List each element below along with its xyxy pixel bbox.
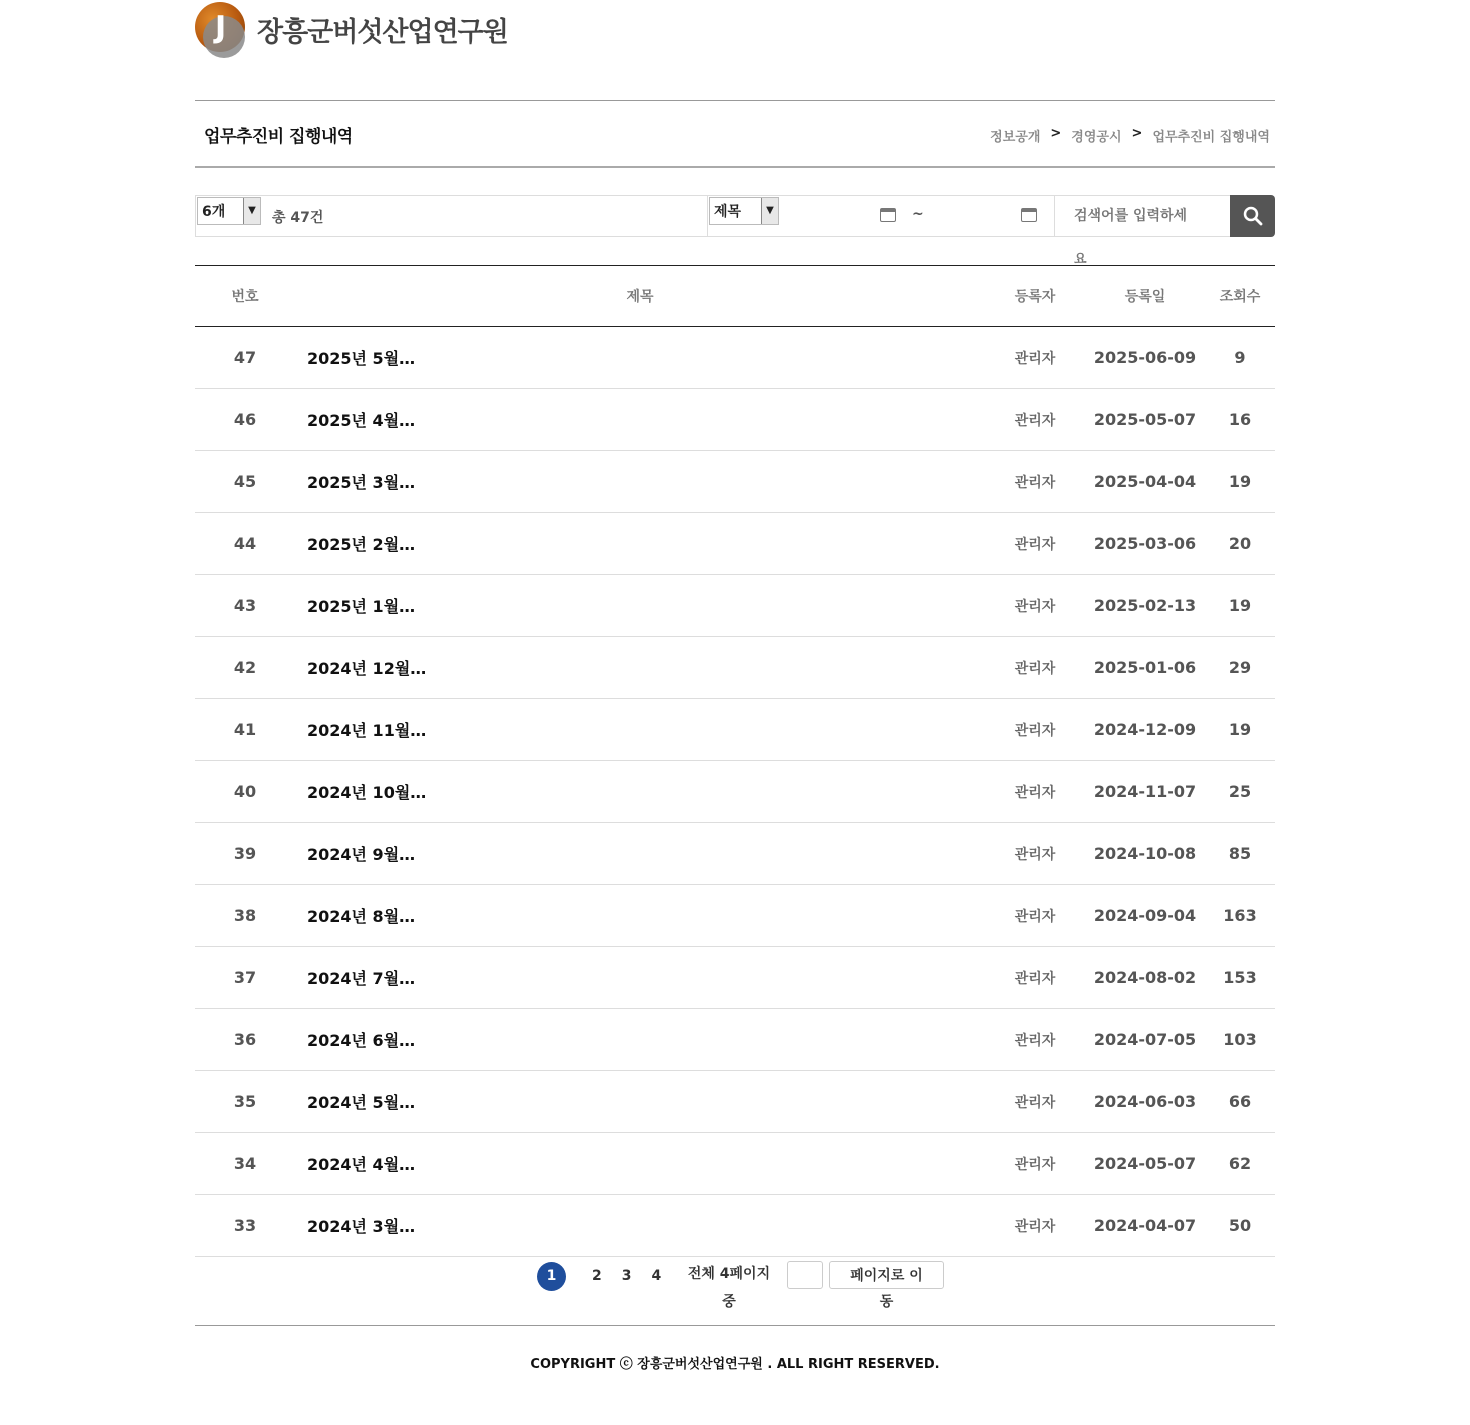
- row-date: 2024-04-07: [1085, 1195, 1205, 1257]
- table-row[interactable]: [195, 513, 1275, 575]
- row-author: 관리자: [985, 1195, 1085, 1257]
- row-views: 85: [1205, 823, 1275, 885]
- page-number-input[interactable]: [787, 1261, 823, 1289]
- search-input[interactable]: [1056, 196, 1231, 236]
- row-date: 2025-05-07: [1085, 389, 1205, 451]
- row-date: 2024-07-05: [1085, 1009, 1205, 1071]
- page-link-1[interactable]: 1: [537, 1262, 566, 1291]
- search-icon: [1243, 206, 1263, 226]
- breadcrumb-separator: >: [1050, 126, 1062, 141]
- row-author: 관리자: [985, 1009, 1085, 1071]
- row-title-link[interactable]: 2024년 8월…: [295, 885, 985, 947]
- row-title-link[interactable]: 2024년 7월…: [295, 947, 985, 1009]
- header-author: 등록자: [985, 266, 1085, 327]
- chevron-down-icon: ▼: [761, 198, 778, 224]
- table-row[interactable]: [195, 1195, 1275, 1257]
- row-author: 관리자: [985, 885, 1085, 947]
- row-author: 관리자: [985, 1071, 1085, 1133]
- calendar-icon-start[interactable]: [880, 208, 896, 222]
- row-date: 2025-02-13: [1085, 575, 1205, 637]
- page-title: 업무추진비 집행내역: [204, 127, 353, 147]
- row-number: 39: [195, 823, 295, 885]
- expense-table: [195, 265, 1275, 1257]
- page-total-label: 전체 4페이지: [687, 1266, 771, 1282]
- row-number: 36: [195, 1009, 295, 1071]
- breadcrumb-item-management[interactable]: 경영공시: [1071, 130, 1122, 145]
- row-views: 19: [1205, 699, 1275, 761]
- row-date: 2024-05-07: [1085, 1133, 1205, 1195]
- row-author: 관리자: [985, 327, 1085, 389]
- page-link-2[interactable]: 2: [592, 1268, 602, 1284]
- row-number: 35: [195, 1071, 295, 1133]
- row-title-link[interactable]: 2024년 5월…: [295, 1071, 985, 1133]
- copyright-text: COPYRIGHT ⓒ 장흥군버섯산업연구원 . ALL RIGHT RESERVED.: [530, 1357, 940, 1372]
- row-title-link[interactable]: 2024년 9월…: [295, 823, 985, 885]
- row-title-link[interactable]: 2024년 12월…: [295, 637, 985, 699]
- row-author: 관리자: [985, 823, 1085, 885]
- row-author: 관리자: [985, 513, 1085, 575]
- pagination: [537, 1261, 681, 1291]
- page-size-select[interactable]: [197, 197, 261, 225]
- row-date: 2025-03-06: [1085, 513, 1205, 575]
- row-views: 16: [1205, 389, 1275, 451]
- row-title-link[interactable]: 2025년 5월…: [295, 327, 985, 389]
- breadcrumb-item-current[interactable]: 업무추진비 집행내역: [1152, 130, 1270, 145]
- search-field-select[interactable]: [709, 197, 779, 225]
- header-views: 조회수: [1205, 266, 1275, 327]
- breadcrumb-separator: >: [1131, 126, 1143, 141]
- breadcrumb-item-info[interactable]: 정보공개: [990, 130, 1041, 145]
- table-row[interactable]: [195, 637, 1275, 699]
- table-row[interactable]: [195, 761, 1275, 823]
- header-divider: [195, 100, 1275, 101]
- table-row[interactable]: [195, 1133, 1275, 1195]
- row-number: 37: [195, 947, 295, 1009]
- calendar-icon-end[interactable]: [1021, 208, 1037, 222]
- page-total-wrap: 중: [722, 1294, 736, 1310]
- search-button[interactable]: [1230, 195, 1275, 237]
- title-divider: [195, 166, 1275, 168]
- row-date: 2024-08-02: [1085, 947, 1205, 1009]
- row-author: 관리자: [985, 947, 1085, 1009]
- total-count: 총 47건: [272, 210, 324, 226]
- row-number: 33: [195, 1195, 295, 1257]
- row-views: 66: [1205, 1071, 1275, 1133]
- row-author: 관리자: [985, 761, 1085, 823]
- row-author: 관리자: [985, 699, 1085, 761]
- header-title: 제목: [295, 266, 985, 327]
- table-row[interactable]: [195, 947, 1275, 1009]
- chevron-down-icon: ▼: [243, 198, 260, 224]
- row-number: 46: [195, 389, 295, 451]
- row-number: 42: [195, 637, 295, 699]
- footer-divider: [195, 1325, 1275, 1326]
- row-title-link[interactable]: 2025년 2월…: [295, 513, 985, 575]
- row-date: 2025-01-06: [1085, 637, 1205, 699]
- search-placeholder-wrap: 요: [1074, 252, 1087, 267]
- row-views: 20: [1205, 513, 1275, 575]
- page-link-4[interactable]: 4: [651, 1268, 662, 1284]
- row-author: 관리자: [985, 575, 1085, 637]
- row-number: 47: [195, 327, 295, 389]
- row-number: 45: [195, 451, 295, 513]
- filter-divider: [1054, 196, 1055, 236]
- table-row[interactable]: [195, 575, 1275, 637]
- header-date: 등록일: [1085, 266, 1205, 327]
- row-date: 2025-04-04: [1085, 451, 1205, 513]
- row-title-link[interactable]: 2024년 6월…: [295, 1009, 985, 1071]
- row-views: 19: [1205, 575, 1275, 637]
- row-title-link[interactable]: 2024년 10월…: [295, 761, 985, 823]
- row-views: 103: [1205, 1009, 1275, 1071]
- row-views: 50: [1205, 1195, 1275, 1257]
- logo-text: 장흥군버섯산업연구원: [257, 16, 508, 48]
- row-title-link[interactable]: 2024년 3월…: [295, 1195, 985, 1257]
- row-date: 2024-09-04: [1085, 885, 1205, 947]
- row-views: 19: [1205, 451, 1275, 513]
- table-row[interactable]: [195, 389, 1275, 451]
- filter-divider: [707, 196, 708, 236]
- row-date: 2024-11-07: [1085, 761, 1205, 823]
- table-row[interactable]: [195, 885, 1275, 947]
- table-row[interactable]: [195, 823, 1275, 885]
- search-filter-bar: [195, 195, 1232, 237]
- row-views: 163: [1205, 885, 1275, 947]
- go-to-page-wrap: 동: [879, 1294, 894, 1310]
- date-range-separator: ~: [912, 206, 924, 222]
- row-title-link[interactable]: 2025년 3월…: [295, 451, 985, 513]
- row-title-link[interactable]: 2024년 11월…: [295, 699, 985, 761]
- page-total-text: [684, 1268, 774, 1316]
- row-views: 62: [1205, 1133, 1275, 1195]
- row-number: 38: [195, 885, 295, 947]
- site-logo[interactable]: [195, 2, 508, 56]
- row-author: 관리자: [985, 389, 1085, 451]
- row-date: 2025-06-09: [1085, 327, 1205, 389]
- row-views: 25: [1205, 761, 1275, 823]
- row-number: 41: [195, 699, 295, 761]
- search-field-value: 제목: [714, 204, 742, 220]
- table-row[interactable]: [195, 327, 1275, 389]
- row-date: 2024-12-09: [1085, 699, 1205, 761]
- row-author: 관리자: [985, 637, 1085, 699]
- row-date: 2024-06-03: [1085, 1071, 1205, 1133]
- row-views: 9: [1205, 327, 1275, 389]
- page-link-3[interactable]: 3: [621, 1268, 632, 1284]
- page-size-value: 6개: [202, 204, 226, 220]
- row-views: 153: [1205, 947, 1275, 1009]
- row-number: 43: [195, 575, 295, 637]
- row-author: 관리자: [985, 1133, 1085, 1195]
- row-views: 29: [1205, 637, 1275, 699]
- row-title-link[interactable]: 2025년 1월…: [295, 575, 985, 637]
- row-date: 2024-10-08: [1085, 823, 1205, 885]
- row-number: 40: [195, 761, 295, 823]
- logo-letter: J: [215, 10, 227, 45]
- table-header-row: [195, 266, 1275, 327]
- breadcrumb: [990, 126, 1270, 145]
- row-title-link[interactable]: 2024년 4월…: [295, 1133, 985, 1195]
- table-row[interactable]: [195, 699, 1275, 761]
- logo-mark-icon: [195, 2, 249, 56]
- table-row[interactable]: [195, 451, 1275, 513]
- table-row[interactable]: [195, 1009, 1275, 1071]
- row-author: 관리자: [985, 451, 1085, 513]
- row-title-link[interactable]: 2025년 4월…: [295, 389, 985, 451]
- table-row[interactable]: [195, 1071, 1275, 1133]
- header-number: 번호: [195, 266, 295, 327]
- row-number: 44: [195, 513, 295, 575]
- row-number: 34: [195, 1133, 295, 1195]
- go-to-page-button[interactable]: 페이지로 이: [829, 1261, 944, 1289]
